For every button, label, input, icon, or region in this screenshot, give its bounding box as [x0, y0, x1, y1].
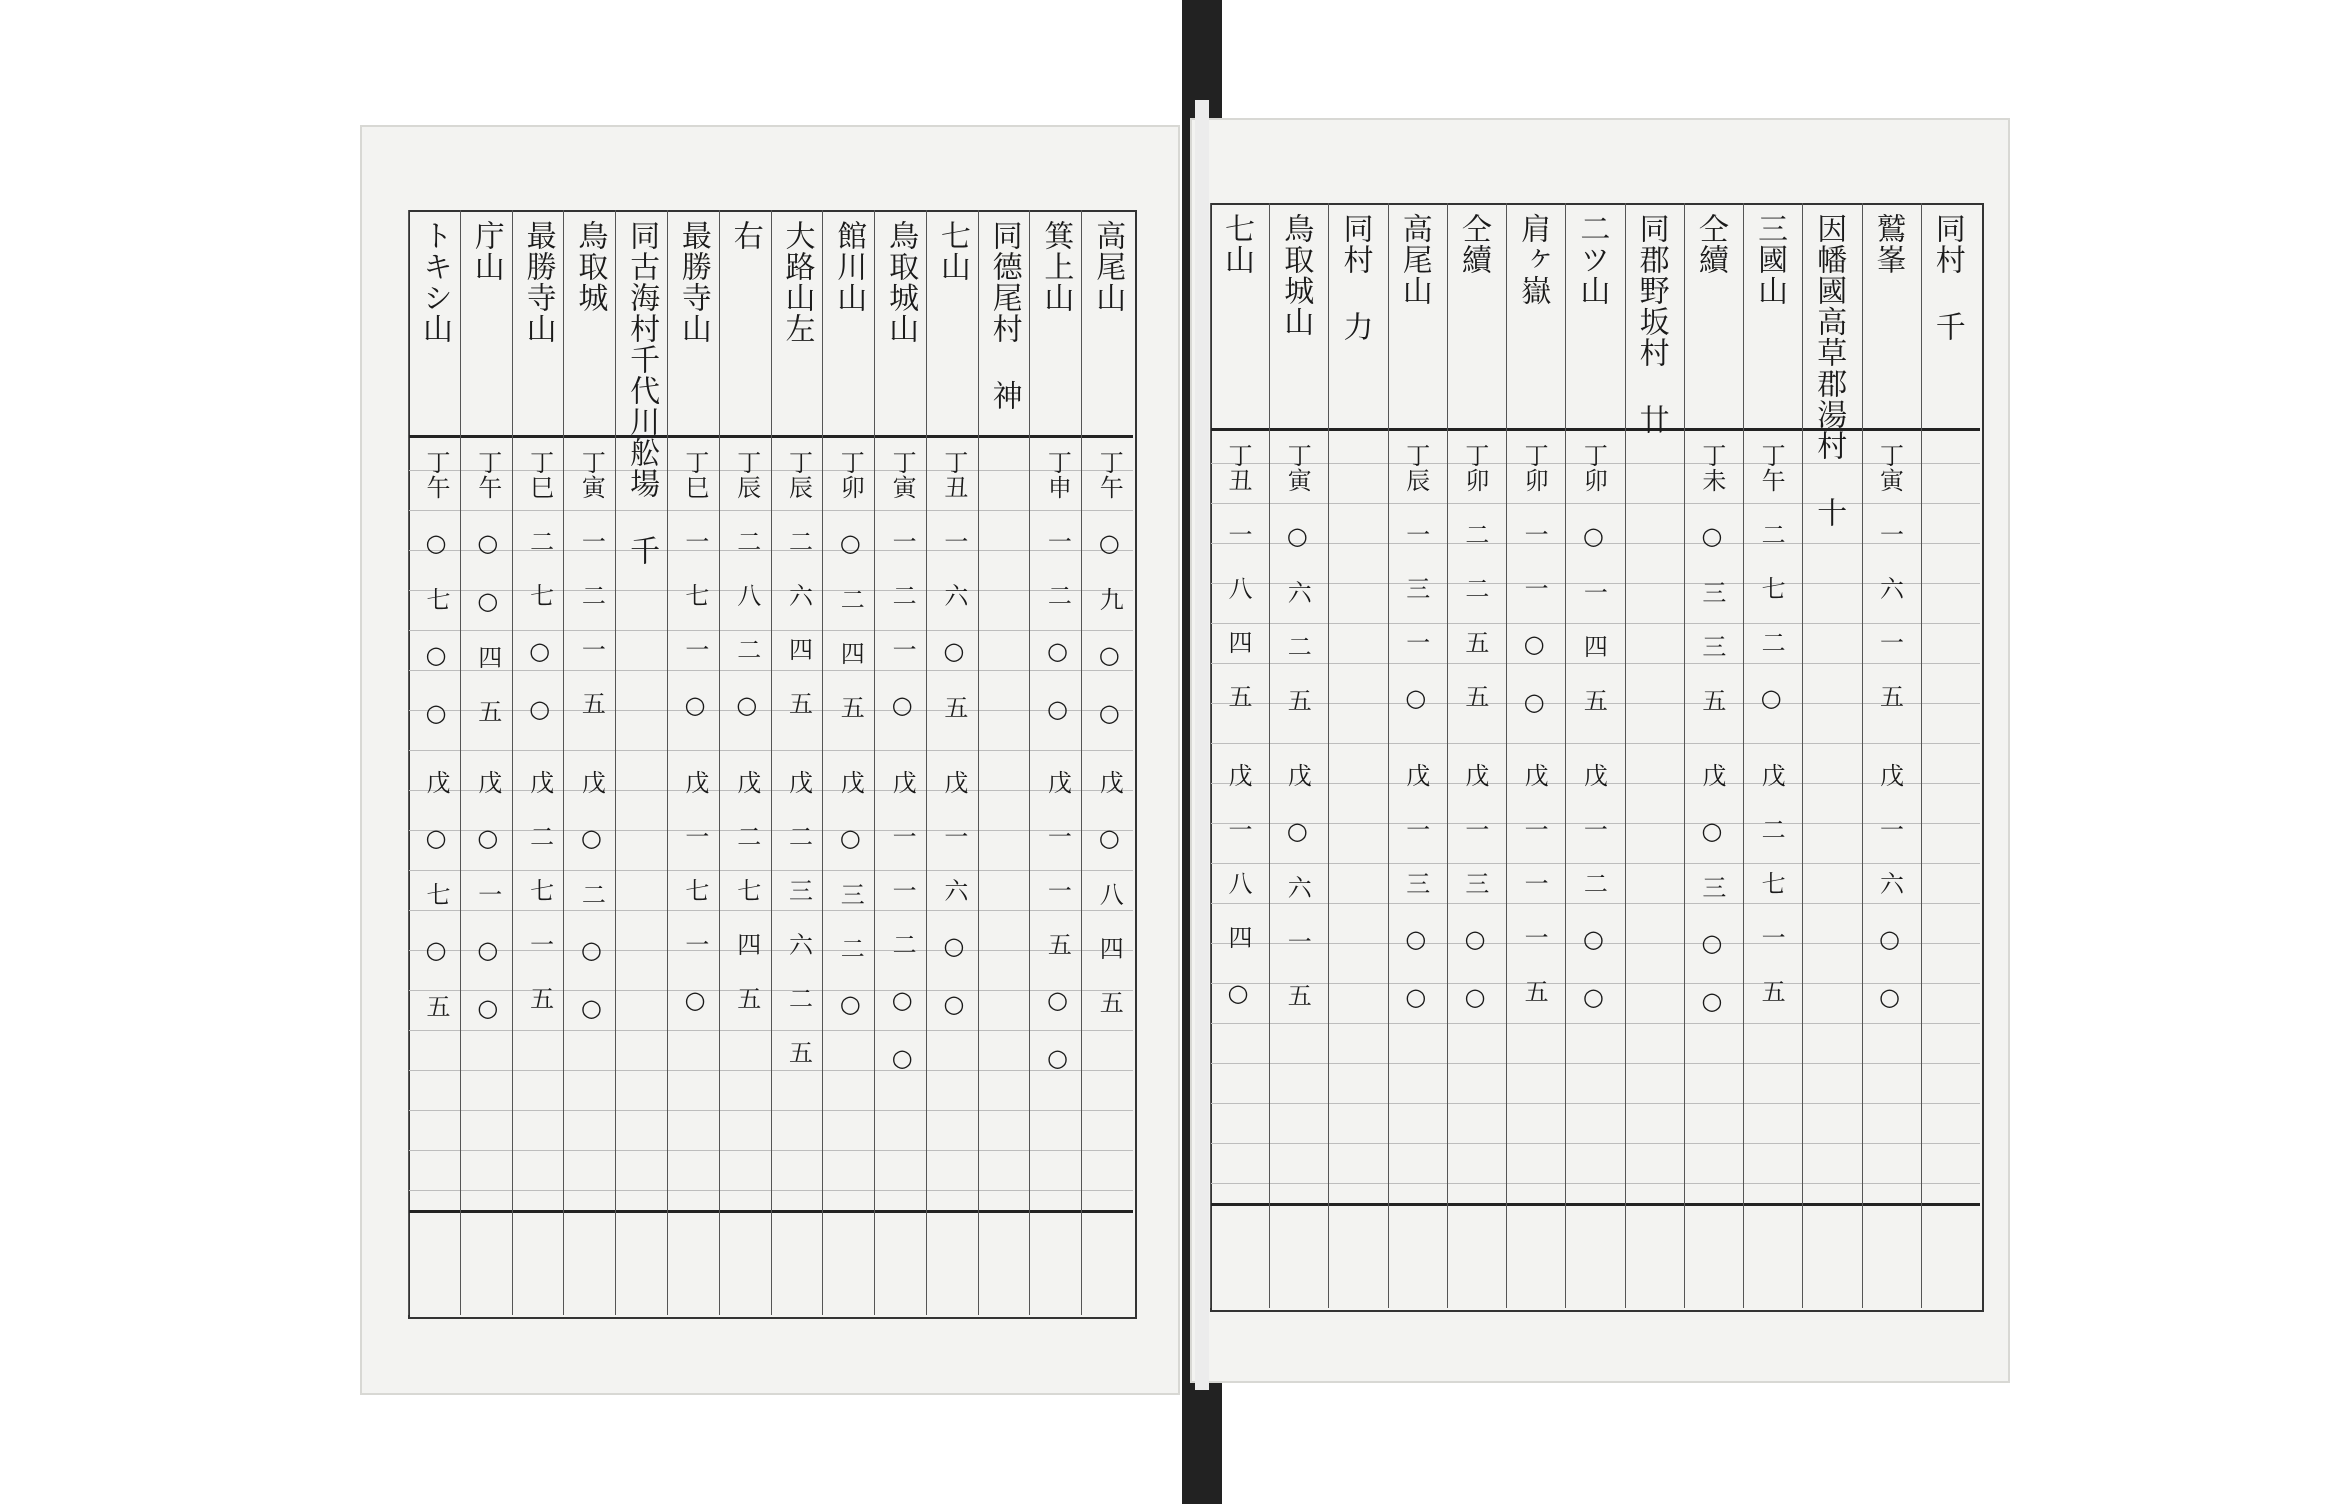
column-rule: [1269, 203, 1270, 1308]
right-page: [1190, 118, 2010, 1383]
place-name: 高尾山: [1090, 220, 1126, 313]
wu-value: 戊 二 三 六 二 五: [784, 770, 813, 1065]
column-rule: [719, 210, 720, 1315]
column-rule: [771, 210, 772, 1315]
table-column: [878, 210, 922, 1315]
wu-value: 戊 一 一 二 ○ ○: [888, 770, 917, 1073]
column-rule: [460, 210, 461, 1315]
wu-value: 戊 一 六 ○ ○: [939, 770, 968, 1019]
place-name: 同村 千: [1929, 213, 1965, 342]
ding-value: 丁午 ○ 七 ○ ○: [422, 450, 450, 728]
column-rule: [1921, 203, 1922, 1308]
ding-value: 丁巳 二 七 ○ ○: [525, 450, 554, 724]
place-name: 鳥取城山: [1278, 213, 1314, 337]
wu-value: 戊 一 三 ○ ○: [1401, 763, 1430, 1012]
column-rule: [822, 210, 823, 1315]
table-column: [1866, 203, 1917, 1308]
wu-value: 戊 一 七 一 ○: [680, 770, 709, 1015]
place-name: 肩ヶ嶽: [1515, 213, 1551, 306]
wu-value: 戊 二 七 一 五: [1757, 763, 1786, 1004]
table-column: [1085, 210, 1129, 1315]
ding-value: 丁申 一 二 ○ ○: [1043, 450, 1072, 724]
column-rule: [1210, 203, 1211, 1308]
column-rule: [1388, 203, 1389, 1308]
wu-value: 戊 ○ 八 四 五: [1095, 770, 1124, 1015]
table-column: [1033, 210, 1077, 1315]
wu-value: 戊 一 一 一 五: [1520, 763, 1549, 1004]
ding-value: 丁卯 ○ 二 四 五: [836, 450, 865, 720]
wu-value: 戊 二 七 一 五: [525, 770, 554, 1011]
table-column: [1569, 203, 1620, 1308]
place-name: 三國山: [1752, 213, 1788, 306]
place-name: 右: [727, 220, 763, 251]
table-column: [412, 210, 456, 1315]
column-rule: [1802, 203, 1803, 1308]
wu-value: 戊 ○ 三 ○ ○: [1697, 763, 1726, 1016]
column-rule: [563, 210, 564, 1315]
place-name: 最勝寺山: [520, 220, 556, 344]
right-table: [1210, 203, 1980, 1308]
place-name: 仝續: [1455, 213, 1491, 275]
table-column: [1273, 203, 1324, 1308]
place-name: 仝續: [1692, 213, 1728, 275]
place-name: 同村 力: [1337, 213, 1373, 342]
ding-value: 丁丑 一 八 四 五: [1224, 443, 1252, 709]
wu-value: 戊 一 六 ○ ○: [1875, 763, 1904, 1012]
ding-value: 丁午 ○ ○ 四 五: [473, 450, 502, 724]
table-column: [464, 210, 508, 1315]
ding-value: 丁辰 二 八 二 ○: [732, 450, 761, 720]
wu-value: 戊 ○ 三 二 ○: [836, 770, 865, 1019]
place-name: 鷲峯: [1870, 213, 1906, 275]
column-rule: [667, 210, 668, 1315]
table-column: [1214, 203, 1265, 1308]
column-rule: [1625, 203, 1626, 1308]
wu-value: 戊 ○ 二 ○ ○: [577, 770, 606, 1023]
table-column: [671, 210, 715, 1315]
column-rule: [1506, 203, 1507, 1308]
page-gutter: [1195, 100, 1209, 1390]
place-name: 最勝寺山: [675, 220, 711, 344]
table-column: [982, 210, 1026, 1315]
column-rule: [1743, 203, 1744, 1308]
table-column: [1392, 203, 1443, 1308]
place-name: 高尾山: [1396, 213, 1432, 306]
wu-value: 戊 一 二 ○ ○: [1579, 763, 1608, 1012]
place-name: トキシ山: [417, 220, 452, 344]
table-column: [1510, 203, 1561, 1308]
ding-value: 丁寅 一 六 一 五: [1875, 443, 1904, 709]
column-rule: [1447, 203, 1448, 1308]
table-column: [1688, 203, 1739, 1308]
table-column: [930, 210, 974, 1315]
ding-value: 丁卯 ○ 一 四 五: [1579, 443, 1608, 713]
table-column: [516, 210, 560, 1315]
column-rule: [874, 210, 875, 1315]
place-name: 因幡國高草郡湯村 十: [1811, 213, 1847, 528]
wu-value: 戊 ○ 一 ○ ○: [473, 770, 502, 1023]
wu-value: 戊 一 三 ○ ○: [1460, 763, 1489, 1012]
table-column: [1925, 203, 1976, 1308]
place-name: 箕上山: [1038, 220, 1074, 313]
column-rule: [1029, 210, 1030, 1315]
ding-value: 丁寅 一 二 一 ○: [888, 450, 917, 720]
ding-value: 丁卯 一 一 ○ ○: [1520, 443, 1549, 717]
ding-value: 丁巳 一 七 一 ○: [680, 450, 709, 720]
table-column: [567, 210, 611, 1315]
place-name: 二ツ山: [1574, 213, 1610, 306]
column-rule: [1081, 210, 1082, 1315]
left-page: [360, 125, 1180, 1395]
place-name: 同德尾村 神: [986, 220, 1022, 411]
ding-value: 丁卯 二 二 五 五: [1460, 443, 1489, 709]
place-name: 七山: [1219, 213, 1254, 275]
table-column: [1629, 203, 1680, 1308]
table-column: [1806, 203, 1857, 1308]
wu-value: 戊 ○ 六 一 五: [1283, 763, 1312, 1008]
table-column: [619, 210, 663, 1315]
wu-value: 戊 ○ 七 ○ 五: [422, 770, 450, 1019]
left-table: [408, 210, 1133, 1315]
place-name: 庁山: [468, 220, 504, 282]
place-name: 七山: [934, 220, 970, 282]
table-column: [1747, 203, 1798, 1308]
ding-value: 丁未 ○ 三 三 五: [1697, 443, 1726, 713]
ding-value: 丁寅 ○ 六 二 五: [1283, 443, 1312, 713]
ding-value: 丁寅 一 二 一 五: [577, 450, 606, 716]
column-rule: [615, 210, 616, 1315]
table-column: [723, 210, 767, 1315]
ding-value: 丁午 二 七 二 ○: [1757, 443, 1786, 713]
column-rule: [1565, 203, 1566, 1308]
table-column: [1451, 203, 1502, 1308]
ding-value: 丁午 ○ 九 ○ ○: [1095, 450, 1124, 728]
table-column: [1332, 203, 1383, 1308]
column-rule: [512, 210, 513, 1315]
ding-value: 丁辰 二 六 四 五: [784, 450, 813, 716]
place-name: 同郡野坂村 廿: [1633, 213, 1669, 435]
table-column: [775, 210, 819, 1315]
column-rule: [1684, 203, 1685, 1308]
column-rule: [408, 210, 409, 1315]
column-rule: [1862, 203, 1863, 1308]
place-name: 館川山: [831, 220, 867, 313]
place-name: 同古海村千代川舩場 千: [624, 220, 660, 566]
wu-value: 戊 一 一 五 ○ ○: [1043, 770, 1072, 1073]
place-name: 大路山左: [779, 220, 815, 344]
wu-value: 戊 一 八 四 ○: [1224, 763, 1252, 1008]
column-rule: [1328, 203, 1329, 1308]
place-name: 鳥取城山: [883, 220, 919, 344]
ding-value: 丁丑 一 六 ○ 五: [939, 450, 968, 720]
place-name: 鳥取城: [572, 220, 608, 313]
column-rule: [978, 210, 979, 1315]
ding-value: 丁辰 一 三 一 ○: [1401, 443, 1430, 713]
column-rule: [926, 210, 927, 1315]
wu-value: 戊 二 七 四 五: [732, 770, 761, 1011]
table-column: [826, 210, 870, 1315]
